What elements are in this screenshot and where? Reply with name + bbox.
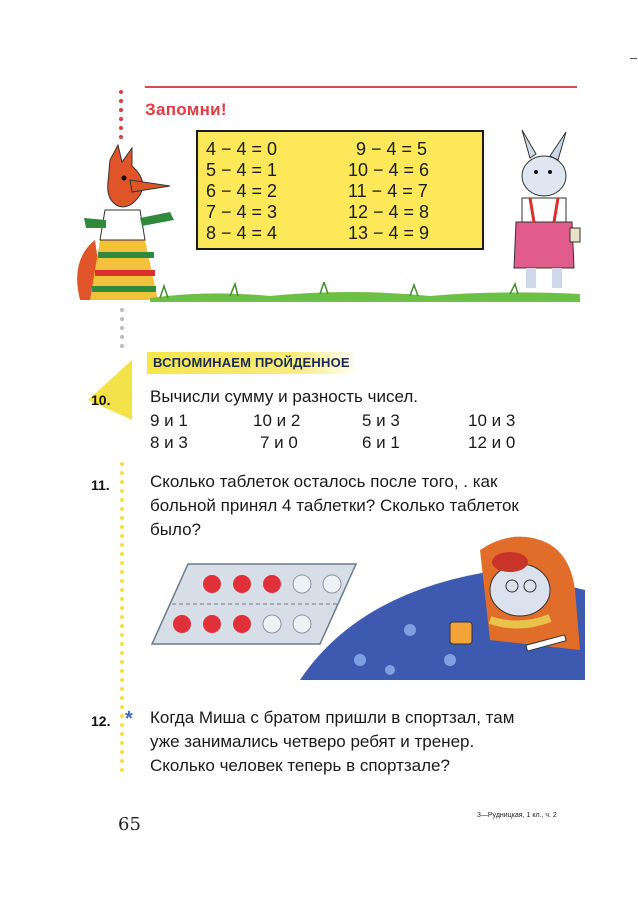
task-12-line: Сколько человек теперь в спортзале? (150, 756, 450, 775)
task-10-pair: 10 и 3 (468, 411, 516, 430)
rabbit-illustration (500, 128, 590, 298)
yellow-dots-column (120, 462, 124, 777)
task-marker-triangle (88, 360, 132, 420)
page-number: 65 (118, 814, 141, 835)
task-10-pair: 8 и 3 (150, 433, 188, 452)
task-10-pair: 12 и 0 (468, 433, 516, 452)
task-10-pair: 5 и 3 (362, 411, 400, 430)
left-equation: 7 − 4 = 3 (206, 202, 278, 222)
task-12-text (150, 706, 580, 778)
task-12-line: уже занимались четверо ребят и тренер. (150, 732, 475, 751)
task-10-pair: 6 и 1 (362, 433, 400, 452)
left-equation: 4 − 4 = 0 (206, 139, 278, 159)
star-icon: * (125, 708, 133, 730)
top-red-rule (145, 86, 577, 88)
pill-taken (203, 575, 221, 593)
task-10-pair: 7 и 0 (260, 433, 298, 452)
section-banner: ВСПОМИНАЕМ ПРОЙДЕННОЕ (147, 352, 358, 374)
task-11-line: было? (150, 520, 201, 539)
task-11-line: больной принял 4 таблетки? Сколько таблеток (150, 496, 519, 515)
task-11-number: 11. (91, 477, 110, 493)
right-equation: 10 − 4 = 6 (348, 160, 430, 180)
sick-bunny-illustration (300, 530, 585, 680)
task-10-pair: 9 и 1 (150, 411, 188, 430)
remember-title: Запомни! (145, 100, 227, 119)
task-12-number: 12. (91, 713, 111, 729)
task-12-line: Когда Миша с братом пришли в спортзал, там (150, 708, 515, 727)
left-equation: 8 − 4 = 4 (206, 223, 278, 243)
right-equation: 11 − 4 = 7 (348, 181, 428, 201)
subtraction-table (196, 130, 484, 250)
red-dots-column (119, 90, 123, 144)
right-equation: 12 − 4 = 8 (348, 202, 430, 222)
edge-mark (630, 58, 637, 59)
right-equation: 9 − 4 = 5 (356, 139, 428, 159)
grass-strip (150, 282, 580, 302)
task-10-pair: 10 и 2 (253, 411, 301, 430)
footer-note: 3—Рудницкая, 1 кл., ч. 2 (477, 812, 557, 819)
task-10-number: 10. (91, 392, 111, 408)
task-11-line: Сколько таблеток осталось после того, . как (150, 472, 498, 491)
left-equation: 5 − 4 = 1 (206, 160, 278, 180)
task-10-text: Вычисли сумму и разность чисел. (150, 387, 418, 406)
grey-dots-column (120, 308, 124, 353)
right-equation: 13 − 4 = 9 (348, 223, 430, 243)
left-equation: 6 − 4 = 2 (206, 181, 278, 201)
